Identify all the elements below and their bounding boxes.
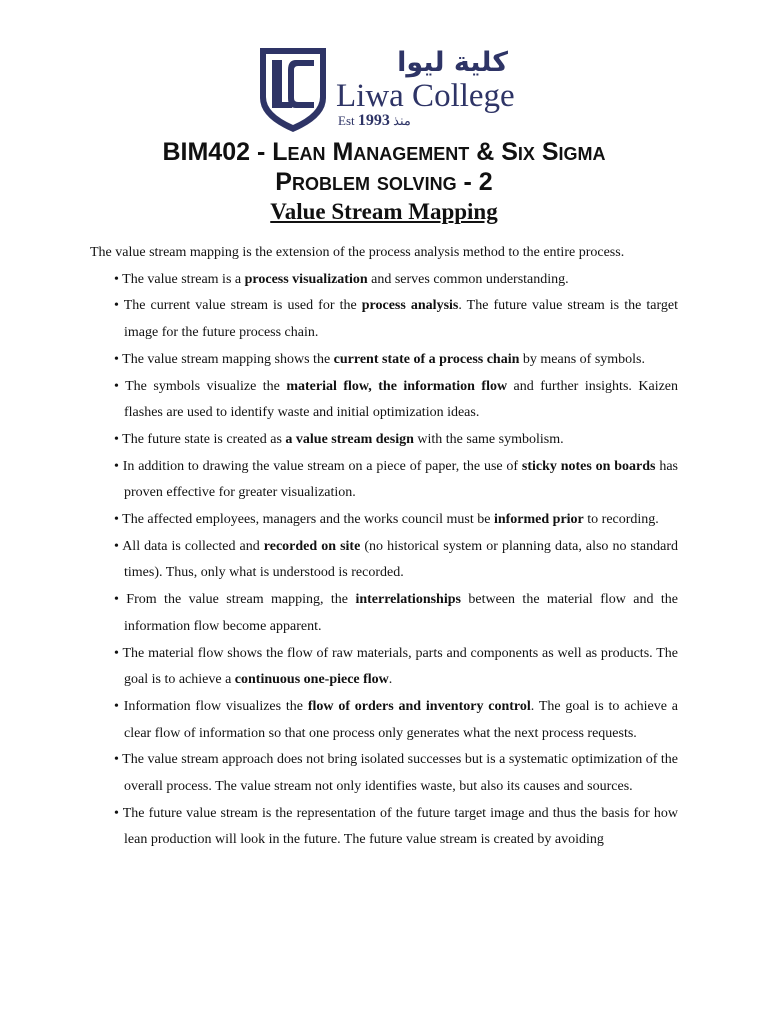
logo-established: Est 1993 منذ bbox=[338, 112, 411, 129]
bullet-text: • The affected employees, managers and the works council must be bbox=[114, 512, 494, 528]
bullet-item bbox=[90, 801, 678, 854]
bullet-text: by means of symbols. bbox=[519, 351, 645, 367]
bullet-text: with the same symbolism. bbox=[413, 431, 564, 447]
bullet-emphasis: current state of a process chain bbox=[333, 351, 520, 367]
bullet-text: • Information flow visualizes the bbox=[114, 698, 308, 714]
bullet-text: . bbox=[388, 672, 393, 688]
bullet-list bbox=[90, 267, 678, 854]
bullet-emphasis: process visualization bbox=[244, 271, 368, 287]
bullet-text: • The future state is created as bbox=[114, 431, 286, 447]
bullet-text: . The future value stream is the target image for the future process chain. bbox=[124, 298, 678, 341]
bullet-emphasis: process analysis bbox=[361, 298, 459, 314]
bullet-emphasis: flow of orders and inventory control bbox=[307, 698, 531, 714]
bullet-text: • The value stream mapping shows the bbox=[114, 351, 334, 367]
bullet-item bbox=[90, 374, 678, 427]
course-title: BIM402 - Lean Management & Six Sigma bbox=[162, 138, 606, 166]
bullet-text: • In addition to drawing the value stream on a piece of paper, the use of bbox=[114, 458, 522, 474]
intro-paragraph: The value stream mapping is the extension of the process analysis method to the entire process. bbox=[90, 245, 625, 260]
bullet-item bbox=[90, 454, 678, 507]
bullet-text: • The current value stream is used for the bbox=[114, 298, 362, 314]
bullet-text: and serves common understanding. bbox=[367, 271, 569, 287]
lecture-title: Problem solving - 2 bbox=[275, 168, 493, 196]
bullet-text: (no historical system or planning data, also no standard times). Thus, only what is understood is recorded. bbox=[124, 538, 678, 581]
bullet-text: between the material flow and the information flow become apparent. bbox=[124, 592, 679, 634]
logo-college-name: Liwa College bbox=[336, 78, 515, 114]
bullet-item bbox=[90, 694, 678, 747]
bullet-text: . The goal is to achieve a clear flow of information so that one process only generates what the next process requests. bbox=[124, 698, 678, 741]
bullet-text: • The future value stream is the representation of the future target image and thus the basis for how lean production will look in the future. The future value stream is created by avoiding bbox=[114, 805, 678, 848]
logo-arabic-name: كلية ليوا bbox=[397, 47, 508, 78]
bullet-item bbox=[90, 293, 678, 346]
bullet-text: has proven effective for greater visualization. bbox=[124, 458, 678, 501]
bullet-text: to recording. bbox=[583, 512, 659, 528]
bullet-text: • The value stream is a bbox=[114, 271, 245, 287]
bullet-text: and further insights. Kaizen flashes are used to identify waste and initial optimization ideas. bbox=[124, 378, 679, 421]
bullet-item bbox=[90, 587, 678, 640]
bullet-item bbox=[90, 534, 678, 587]
section-heading: Value Stream Mapping bbox=[270, 199, 498, 224]
bullet-text: • The value stream approach does not bring isolated successes but is a systematic optimization of the overall process. The value stream not only identifies waste, but also its causes and sources. bbox=[114, 752, 678, 795]
bullet-item bbox=[90, 267, 678, 294]
bullet-text: • From the value stream mapping, the bbox=[114, 592, 356, 608]
bullet-emphasis: sticky notes on boards bbox=[521, 458, 656, 474]
bullet-text: • The symbols visualize the bbox=[114, 378, 287, 394]
bullet-emphasis: informed prior bbox=[493, 512, 584, 528]
college-logo bbox=[258, 46, 518, 138]
bullet-text: • All data is collected and bbox=[114, 538, 264, 554]
bullet-emphasis: material flow, the information flow bbox=[286, 378, 508, 394]
shield-icon bbox=[258, 46, 328, 134]
bullet-item bbox=[90, 507, 678, 534]
bullet-emphasis: continuous one-piece flow bbox=[234, 672, 389, 688]
bullet-item bbox=[90, 747, 678, 800]
bullet-item bbox=[90, 347, 678, 374]
bullet-text: • The material flow shows the flow of raw materials, parts and components as well as products. The goal is to achieve a bbox=[114, 645, 678, 688]
bullet-emphasis: recorded on site bbox=[263, 538, 361, 554]
bullet-item bbox=[90, 641, 678, 694]
bullet-item bbox=[90, 427, 678, 454]
document-body bbox=[90, 240, 678, 854]
bullet-emphasis: a value stream design bbox=[285, 431, 414, 447]
bullet-emphasis: interrelationships bbox=[355, 592, 461, 608]
